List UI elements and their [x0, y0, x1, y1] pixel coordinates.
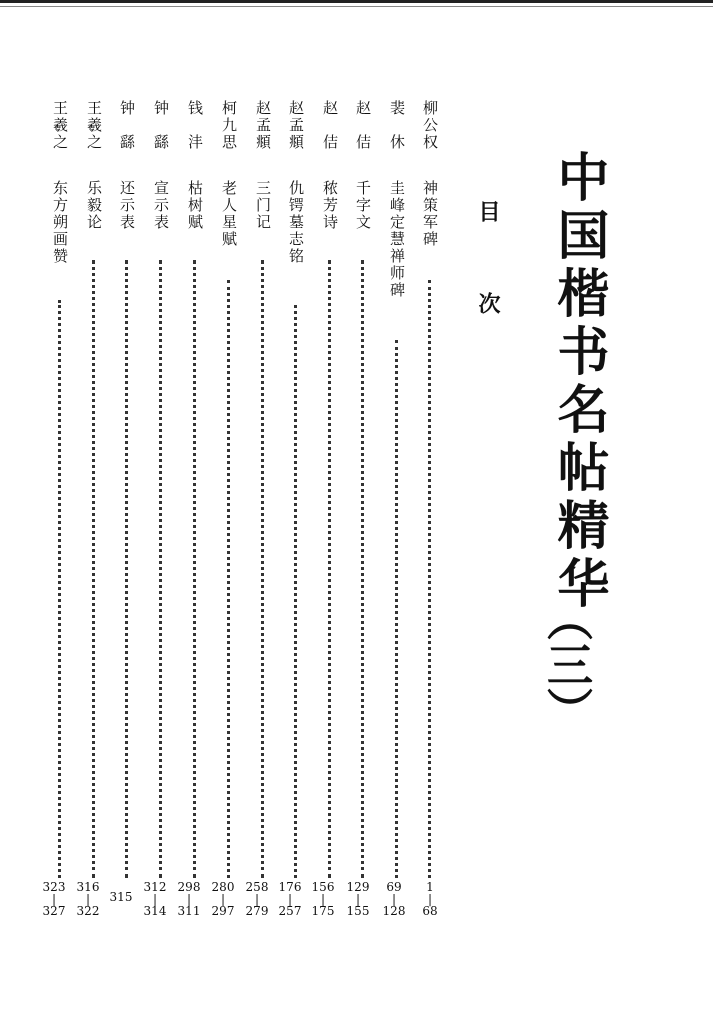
dot-leader: [261, 260, 264, 878]
toc-entry[interactable]: [183, 100, 207, 890]
dot-leader: [361, 260, 364, 878]
dot-leader: [294, 305, 297, 878]
page-range: [206, 880, 240, 918]
page-start: 323: [42, 880, 66, 894]
page-start: 298: [177, 880, 201, 894]
entry-title: 宣示表: [152, 180, 170, 231]
entry-title: 枯树赋: [186, 180, 204, 231]
entry-title: 老人星赋: [220, 180, 238, 248]
toc-entry[interactable]: [82, 100, 106, 890]
entry-author: 裴 休: [388, 100, 406, 151]
entry-author: 钱 沣: [186, 100, 204, 151]
range-dash: |: [355, 892, 361, 906]
entry-author: 赵孟頫: [287, 100, 305, 151]
dot-leader: [125, 260, 128, 878]
entry-author: 柯九思: [220, 100, 238, 151]
range-dash: |: [152, 892, 158, 906]
page-start: 280: [211, 880, 235, 894]
entry-title: 还示表: [118, 180, 136, 231]
page-end: 297: [211, 904, 235, 918]
page-range: [104, 880, 138, 904]
entry-author: 王羲之: [51, 100, 69, 151]
page-range: [341, 880, 375, 918]
toc-entry[interactable]: [385, 100, 409, 890]
toc-entry[interactable]: [115, 100, 139, 890]
entry-author: 柳公权: [421, 100, 439, 151]
range-dash: |: [51, 892, 57, 906]
page-range: [138, 880, 172, 918]
toc-entry[interactable]: [149, 100, 173, 890]
page-start: 258: [245, 880, 269, 894]
page-start: 156: [311, 880, 335, 894]
dot-leader: [395, 340, 398, 878]
page-end: 155: [346, 904, 370, 918]
toc-heading: 目次: [475, 200, 500, 384]
range-dash: |: [186, 892, 192, 906]
entry-title: 千字文: [354, 180, 372, 231]
entry-title: 东方朔画赞: [51, 180, 69, 265]
volume-number: （三）: [540, 595, 594, 733]
range-dash: |: [220, 892, 226, 906]
toc-entry[interactable]: [418, 100, 442, 890]
page-end: 68: [422, 904, 438, 918]
range-dash: |: [391, 892, 397, 906]
toc-entry[interactable]: [284, 100, 308, 890]
top-rule-thin: [0, 6, 713, 7]
entry-author: 钟 繇: [152, 100, 170, 151]
page-start: 129: [346, 880, 370, 894]
range-dash: |: [254, 892, 260, 906]
book-title: 中国楷书名帖精华: [548, 150, 608, 614]
page-start: 1: [426, 880, 434, 894]
page-end: 279: [245, 904, 269, 918]
toc-entry[interactable]: [251, 100, 275, 890]
page-end: 327: [42, 904, 66, 918]
dot-leader: [193, 260, 196, 878]
toc-entry[interactable]: [217, 100, 241, 890]
dot-leader: [428, 280, 431, 878]
entry-title: 秾芳诗: [321, 180, 339, 231]
dot-leader: [58, 300, 61, 878]
page-range: [37, 880, 71, 918]
page-start: 176: [278, 880, 302, 894]
dot-leader: [227, 280, 230, 878]
page-range: [306, 880, 340, 918]
entry-author: 赵 佶: [321, 100, 339, 151]
range-dash: |: [287, 892, 293, 906]
entry-title: 圭峰定慧禅师碑: [388, 180, 406, 299]
page-range: [413, 880, 447, 918]
page-end: 257: [278, 904, 302, 918]
entry-author: 赵 佶: [354, 100, 372, 151]
dot-leader: [92, 260, 95, 878]
page-range: [240, 880, 274, 918]
dot-leader: [159, 260, 162, 878]
toc-entry[interactable]: [351, 100, 375, 890]
top-rule: [0, 0, 713, 3]
page-range: [71, 880, 105, 918]
page-start: 316: [76, 880, 100, 894]
page-start: 312: [143, 880, 167, 894]
entry-title: 乐毅论: [85, 180, 103, 231]
range-dash: |: [427, 892, 433, 906]
page-end: 315: [109, 890, 133, 904]
page-range: [377, 880, 411, 918]
page-start: 69: [386, 880, 402, 894]
page-end: 314: [143, 904, 167, 918]
entry-title: 神策军碑: [421, 180, 439, 248]
range-dash: [104, 880, 138, 890]
range-dash: |: [85, 892, 91, 906]
entry-author: 赵孟頫: [254, 100, 272, 151]
page-end: 322: [76, 904, 100, 918]
page-range: [273, 880, 307, 918]
page-end: 128: [382, 904, 406, 918]
entry-author: 钟 繇: [118, 100, 136, 151]
page-range: [172, 880, 206, 918]
range-dash: |: [320, 892, 326, 906]
toc-entry[interactable]: [318, 100, 342, 890]
toc-entry[interactable]: [48, 100, 72, 890]
entry-title: 仇锷墓志铭: [287, 180, 305, 265]
entry-title: 三门记: [254, 180, 272, 231]
page-end: 311: [177, 904, 201, 918]
dot-leader: [328, 260, 331, 878]
entry-author: 王羲之: [85, 100, 103, 151]
page-end: 175: [311, 904, 335, 918]
